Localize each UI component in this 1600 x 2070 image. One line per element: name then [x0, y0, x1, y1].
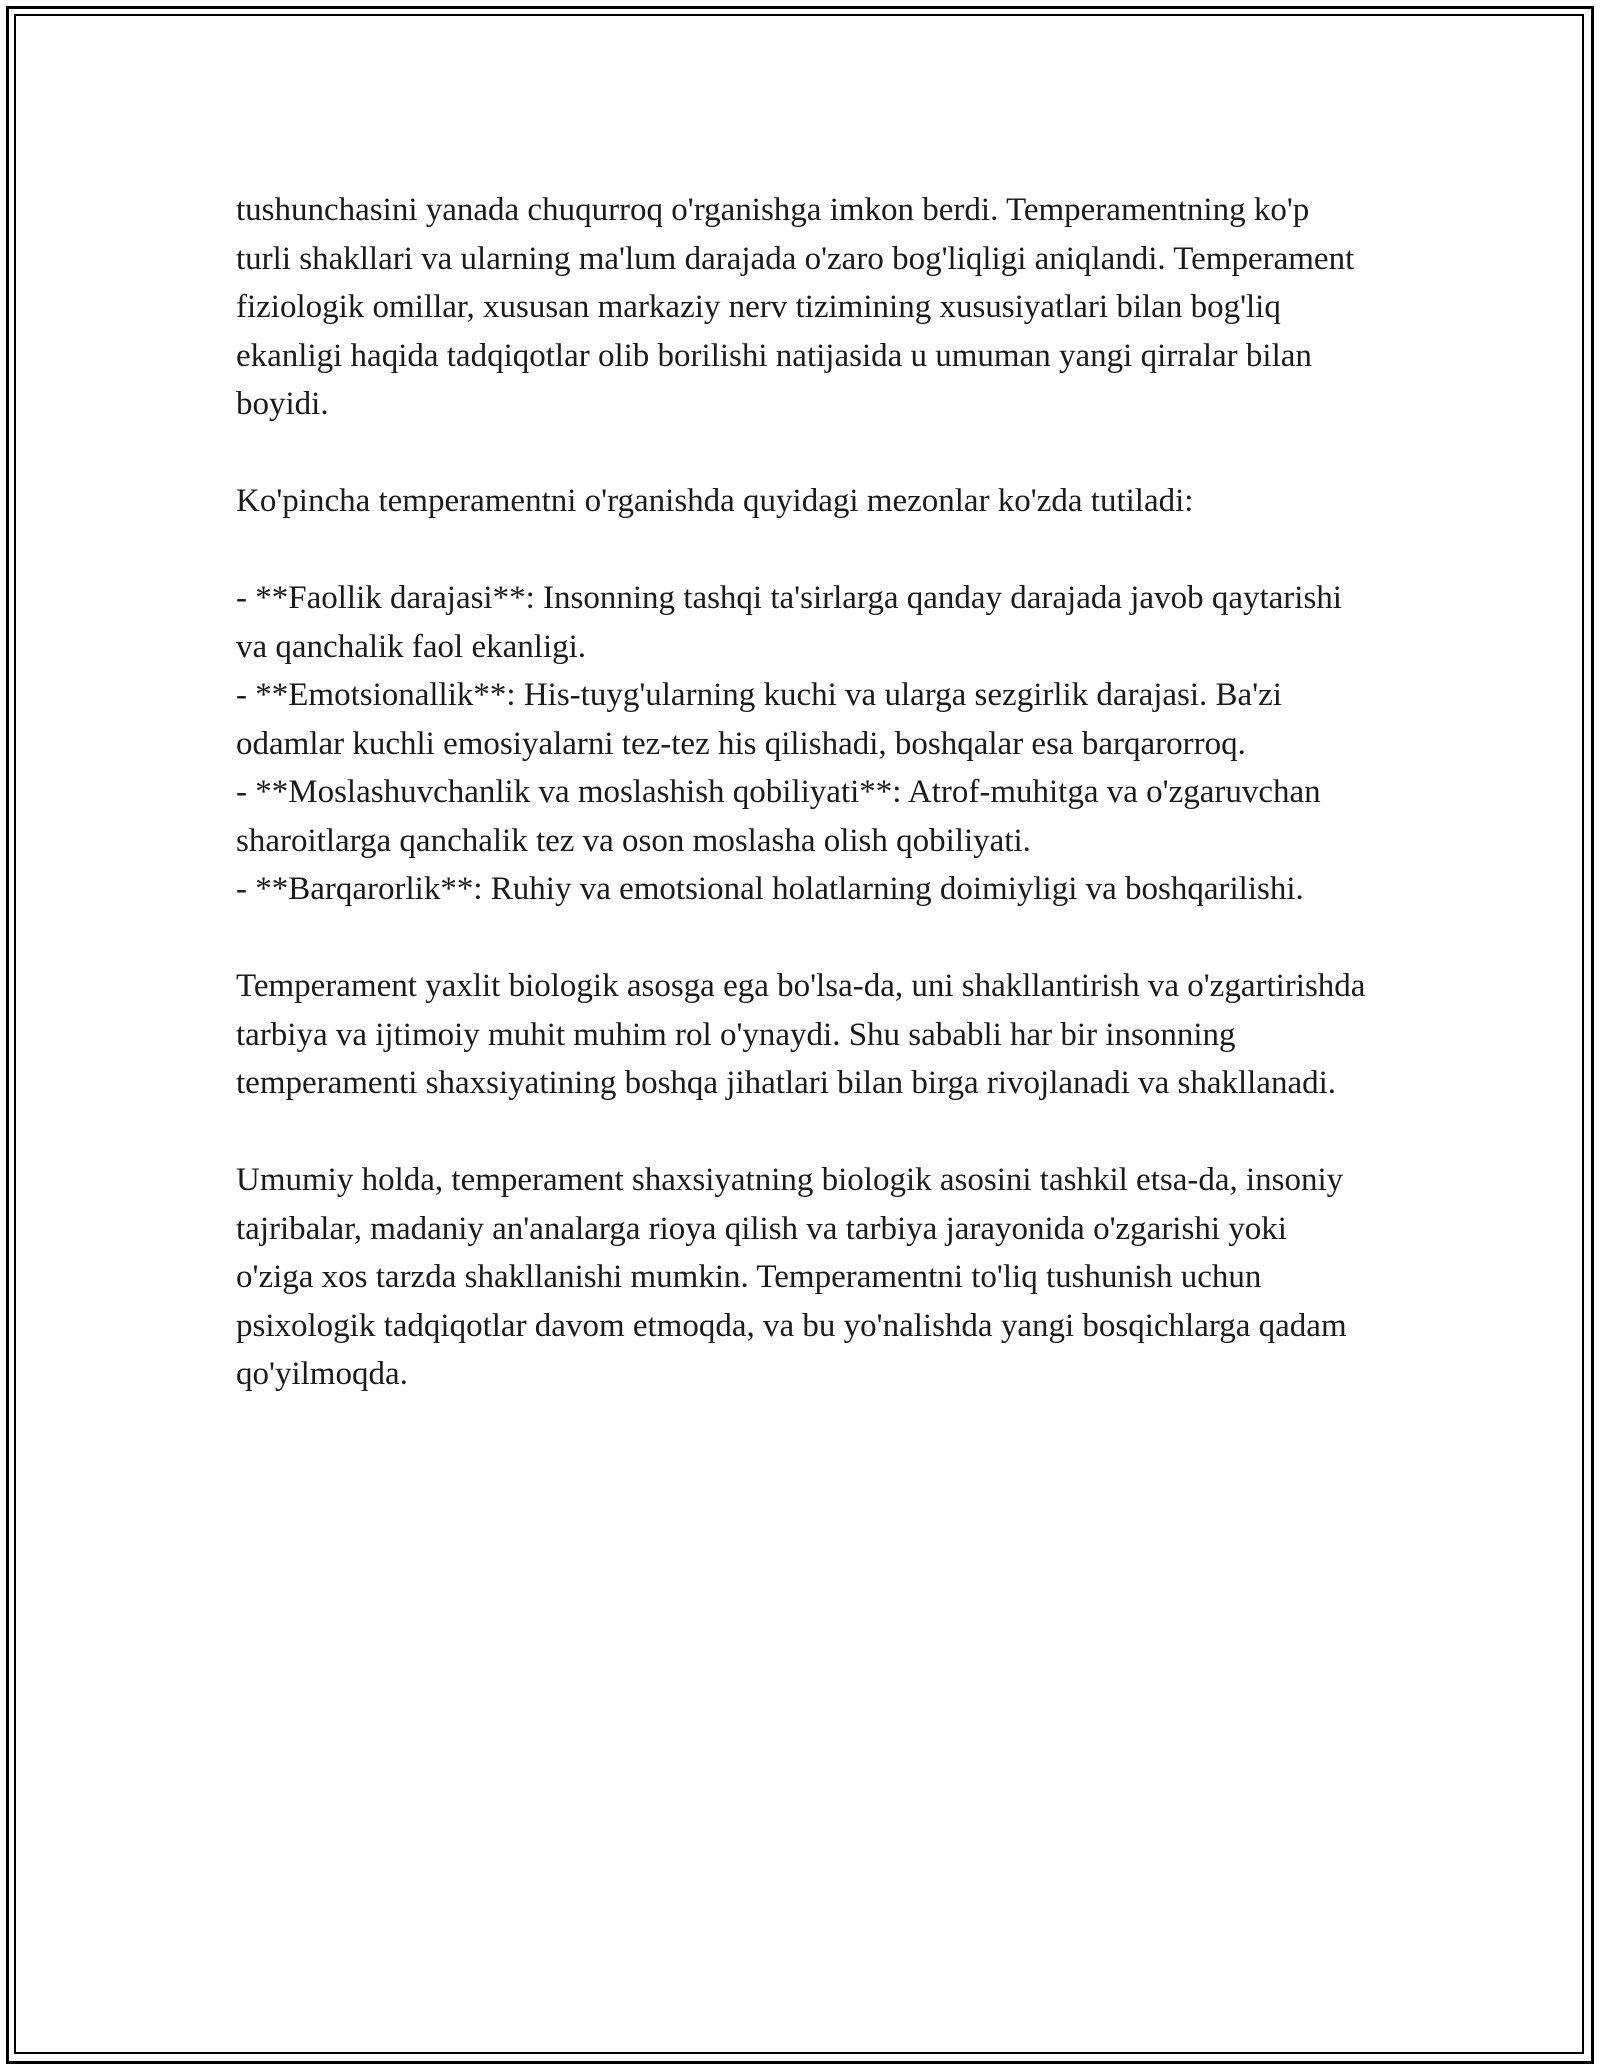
paragraph-conclusion: Umumiy holda, temperament shaxsiyatning biologik asosini tashkil etsa-da, insoniy tajribalar, madaniy an'analarga rioya qilish va tarbiya jarayonida o'zgarishi yoki o'ziga xos tarzda shakllanishi mumkin. Temperamentni to'liq tushunish uchun psixologik tadqiqotlar davom etmoqda, va bu yo'nalishda yangi bosqichlarga qadam qo'yilmoqda.	[236, 1162, 1347, 1392]
criteria-list	[236, 574, 1366, 914]
paragraph-upbringing: Temperament yaxlit biologik asosga ega bo'lsa-da, uni shakllantirish va o'zgartirishda tarbiya va ijtimoiy muhit muhim rol o'ynaydi. Shu sababli har bir insonning temperamenti shaxsiyatining boshqa jihatlari bilan birga rivojlanadi va shakllanadi.	[236, 968, 1366, 1101]
list-item-adaptability: - **Moslashuvchanlik va moslashish qobiliyati**: Atrof-muhitga va o'zgaruvchan sharoitlarga qanchalik tez va oson moslasha olish qobiliyati.	[236, 774, 1321, 859]
list-item-emotionality: - **Emotsionallik**: His-tuyg'ularning kuchi va ularga sezgirlik darajasi. Ba'zi odamlar kuchli emosiyalarni tez-tez his qilishadi, boshqalar esa barqarorroq.	[236, 677, 1282, 762]
paragraph-criteria-lead: Ko'pincha temperamentni o'rganishda quyidagi mezonlar ko'zda tutiladi:	[236, 483, 1194, 519]
list-item-stability: - **Barqarorlik**: Ruhiy va emotsional holatlarning doimiyligi va boshqarilishi.	[236, 871, 1304, 907]
list-item-activity: - **Faollik darajasi**: Insonning tashqi ta'sirlarga qanday darajada javob qaytarishi va qanchalik faol ekanligi.	[236, 580, 1342, 665]
document-body	[236, 186, 1366, 1447]
paragraph-intro: tushunchasini yanada chuqurroq o'rganishga imkon berdi. Temperamentning ko'p turli shakllari va ularning ma'lum darajada o'zaro bog'liqligi aniqlandi. Temperament fiziologik omillar, xususan markaziy nerv tizimining xususiyatlari bilan bog'liq ekanligi haqida tadqiqotlar olib borilishi natijasida u umuman yangi qirralar bilan boyidi.	[236, 192, 1355, 422]
